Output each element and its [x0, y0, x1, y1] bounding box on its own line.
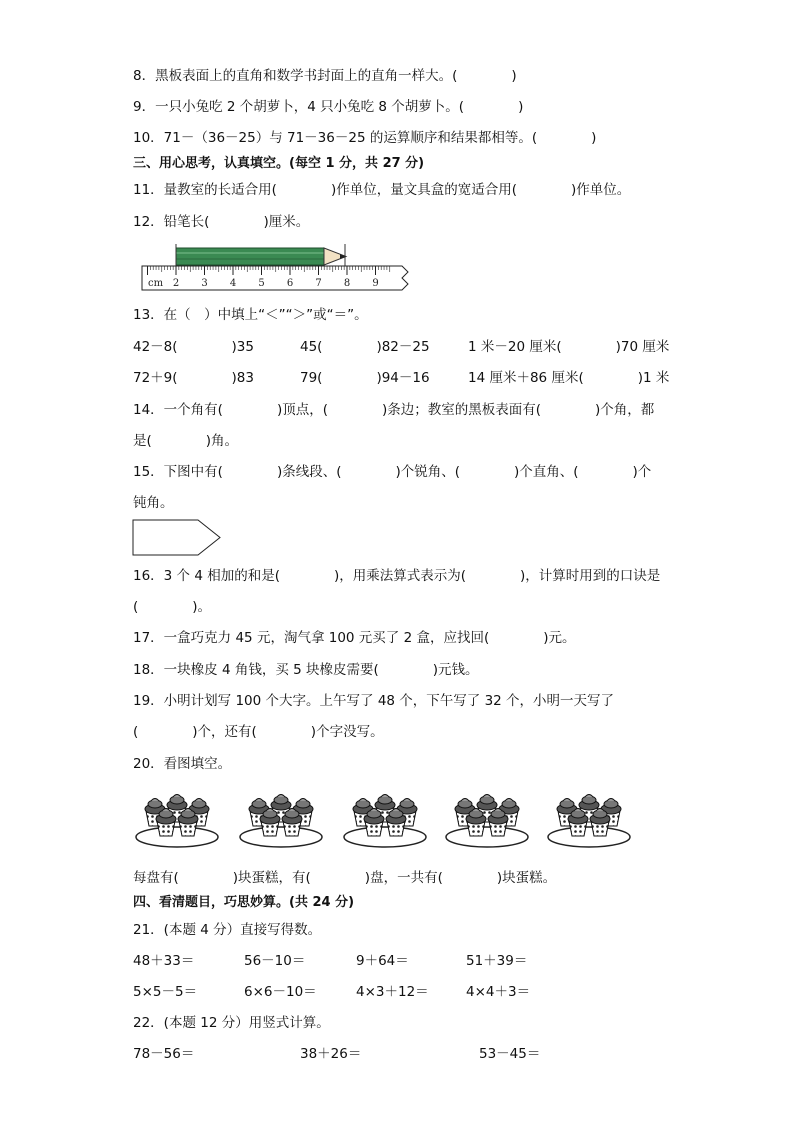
q13-item: 45( )82－25 [300, 339, 430, 355]
q21-item: 51＋39＝ [466, 953, 528, 969]
q21-item: 4×4＋3＝ [466, 984, 531, 1000]
ruler-tick-label: 9 [372, 278, 379, 289]
q13-item: 42－8( )35 [133, 339, 254, 355]
plate [240, 795, 322, 848]
ruler-tick-label: 4 [229, 278, 237, 289]
ruler-pencil-figure [140, 240, 412, 294]
q18: 18．一块橡皮 4 角钱，买 5 块橡皮需要( )元钱。 [133, 662, 479, 678]
q13: 13．在（ ）中填上“＜”“＞”或“＝”。 [133, 307, 368, 323]
q21-item: 5×5－5＝ [133, 984, 198, 1000]
ruler-tick-label: 6 [286, 278, 294, 289]
q13-item: 72＋9( )83 [133, 370, 254, 386]
ruler-tick-label: 7 [315, 278, 322, 289]
q13-item: 79( )94－16 [300, 370, 430, 386]
cupcake-plates-figure [133, 785, 633, 855]
q12: 12．铅笔长( )厘米。 [133, 214, 310, 230]
q14-line1: 14．一个角有( )顶点，( )条边；教室的黑板表面有( )个角，都 [133, 402, 655, 418]
q22-item: 53－45＝ [479, 1046, 541, 1062]
q19-line1: 19．小明计划写 100 个大字。上午写了 48 个，下午写了 32 个，小明一天写了 [133, 693, 615, 709]
plate [136, 795, 218, 848]
pencil-body [176, 248, 324, 265]
q22-item: 78－56＝ [133, 1046, 195, 1062]
q13-item: 1 米－20 厘米( )70 厘米 [468, 339, 670, 355]
q11: 11．量教室的长适合用( )作单位，量文具盒的宽适合用( )作单位。 [133, 182, 631, 198]
q16-line1: 16．3 个 4 相加的和是( )，用乘法算式表示为( )，计算时用到的口诀是 [133, 568, 661, 584]
q22: 22．(本题 12 分）用竖式计算。 [133, 1015, 330, 1031]
plate [548, 795, 630, 848]
ruler-tick-label: 8 [343, 278, 351, 289]
plate [446, 795, 528, 848]
plate [344, 795, 426, 848]
q22-item: 38＋26＝ [300, 1046, 362, 1062]
ruler-tick-label: 5 [258, 278, 265, 289]
ruler-tick-label: 3 [201, 278, 208, 289]
pentagon-figure [132, 519, 224, 557]
q17: 17．一盒巧克力 45 元，淘气拿 100 元买了 2 盒，应找回( )元。 [133, 630, 576, 646]
q16-line2: ( )。 [133, 599, 212, 615]
q13-item: 14 厘米＋86 厘米( )1 米 [468, 370, 670, 386]
q21-item: 4×3＋12＝ [356, 984, 429, 1000]
q21-item: 56－10＝ [244, 953, 306, 969]
q21-item: 6×6－10＝ [244, 984, 317, 1000]
q14-line2: 是( )角。 [133, 433, 239, 449]
q21-item: 9＋64＝ [356, 953, 409, 969]
q19-line2: ( )个，还有( )个字没写。 [133, 724, 384, 740]
q21: 21．(本题 4 分）直接写得数。 [133, 922, 322, 938]
q21-item: 48＋33＝ [133, 953, 195, 969]
ruler-tick-label: 2 [172, 278, 180, 289]
q20: 20．看图填空。 [133, 756, 232, 772]
q8: 8．黑板表面上的直角和数学书封面上的直角一样大。( ) [133, 68, 517, 84]
q20-answer: 每盘有( )块蛋糕，有( )盘，一共有( )块蛋糕。 [133, 870, 557, 886]
section-4-heading: 四、看清题目，巧思妙算。(共 24 分) [133, 895, 355, 910]
q9: 9．一只小兔吃 2 个胡萝卜，4 只小兔吃 8 个胡萝卜。( ) [133, 99, 524, 115]
q10: 10．71－（36－25）与 71－36－25 的运算顺序和结果都相等。( ) [133, 130, 597, 146]
section-3-heading: 三、用心思考，认真填空。(每空 1 分，共 27 分) [133, 156, 425, 171]
q15-line2: 钝角。 [133, 495, 174, 511]
ruler-unit-label: cm [148, 278, 164, 289]
q15-line1: 15．下图中有( )条线段、( )个锐角、( )个直角、( )个 [133, 464, 652, 480]
